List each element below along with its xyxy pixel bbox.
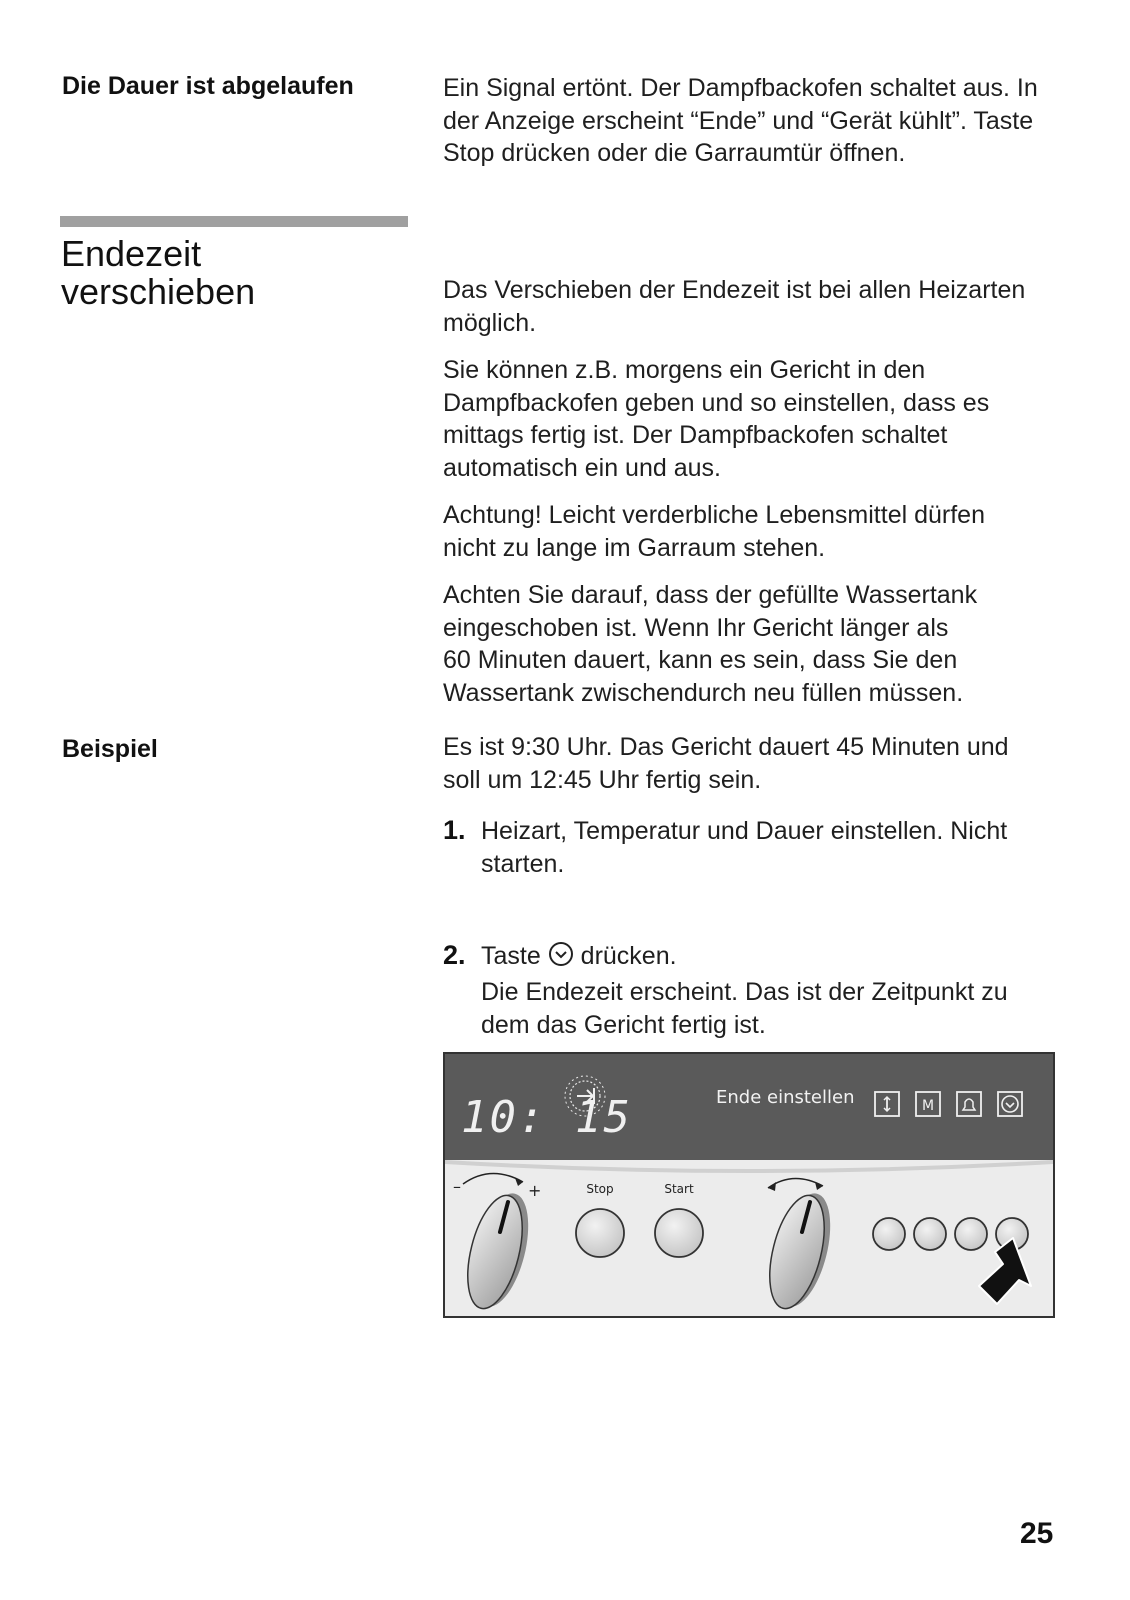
control-panel-illustration bbox=[443, 1052, 1055, 1318]
example-text: Es ist 9:30 Uhr. Das Gericht dauert 45 Minuten und soll um 12:45 Uhr fertig sein. bbox=[443, 733, 1009, 794]
page-number: 25 bbox=[1020, 1517, 1054, 1550]
timer-button bbox=[955, 1218, 987, 1250]
expired-text: Ein Signal ertönt. Der Dampfbackofen schaltet aus. In der Anzeige erscheint “Ende” und “Gerät kühlt”. Taste Stop drücken oder die Garraumtür öffnen. bbox=[443, 74, 1038, 167]
svg-text:+: + bbox=[528, 1181, 542, 1200]
section-title: Endezeit verschieben bbox=[61, 233, 256, 312]
label-duration-expired: Die Dauer ist abgelaufen bbox=[62, 72, 354, 100]
svg-text:–: – bbox=[453, 1177, 461, 1196]
section-rule bbox=[60, 216, 408, 227]
paragraph-1: Das Verschieben der Endezeit ist bei allen Heizarten möglich. bbox=[443, 276, 1026, 337]
step-2-text: Taste drücken. Die Endezeit erscheint. Das ist der Zeitpunkt zu dem das Gericht fertig ist. bbox=[481, 942, 1008, 1039]
label-example: Beispiel bbox=[62, 735, 158, 763]
display-time: 10: 15 bbox=[461, 1092, 632, 1143]
step-1-number: 1. bbox=[443, 815, 466, 845]
display-status-text: Ende einstellen bbox=[716, 1087, 855, 1108]
start-label: Start bbox=[664, 1182, 694, 1196]
paragraph-3: Achtung! Leicht verderbliche Lebensmittel dürfen nicht zu lange im Garraum stehen. bbox=[443, 501, 985, 562]
stop-button bbox=[576, 1209, 624, 1257]
paragraph-4: Achten Sie darauf, dass der gefüllte Wassertank eingeschoben ist. Wenn Ihr Gericht länger als 60 Minuten dauert, kann es sein, dass Sie den Wassertank zwischendurch neu füllen müssen. bbox=[443, 581, 978, 707]
start-button bbox=[655, 1209, 703, 1257]
stop-label: Stop bbox=[586, 1182, 614, 1196]
paragraph-2: Sie können z.B. morgens ein Gericht in den Dampfbackofen geben und so einstellen, dass es mittags fertig ist. Der Dampfbackofen schaltet automatisch ein und aus. bbox=[443, 356, 990, 482]
menu-button bbox=[914, 1218, 946, 1250]
svg-text:M: M bbox=[921, 1098, 935, 1114]
step-1-text: Heizart, Temperatur und Dauer einstellen. Nicht starten. bbox=[481, 817, 1008, 878]
clock-icon bbox=[548, 941, 574, 976]
step-2-number: 2. bbox=[443, 940, 466, 970]
info-button bbox=[873, 1218, 905, 1250]
